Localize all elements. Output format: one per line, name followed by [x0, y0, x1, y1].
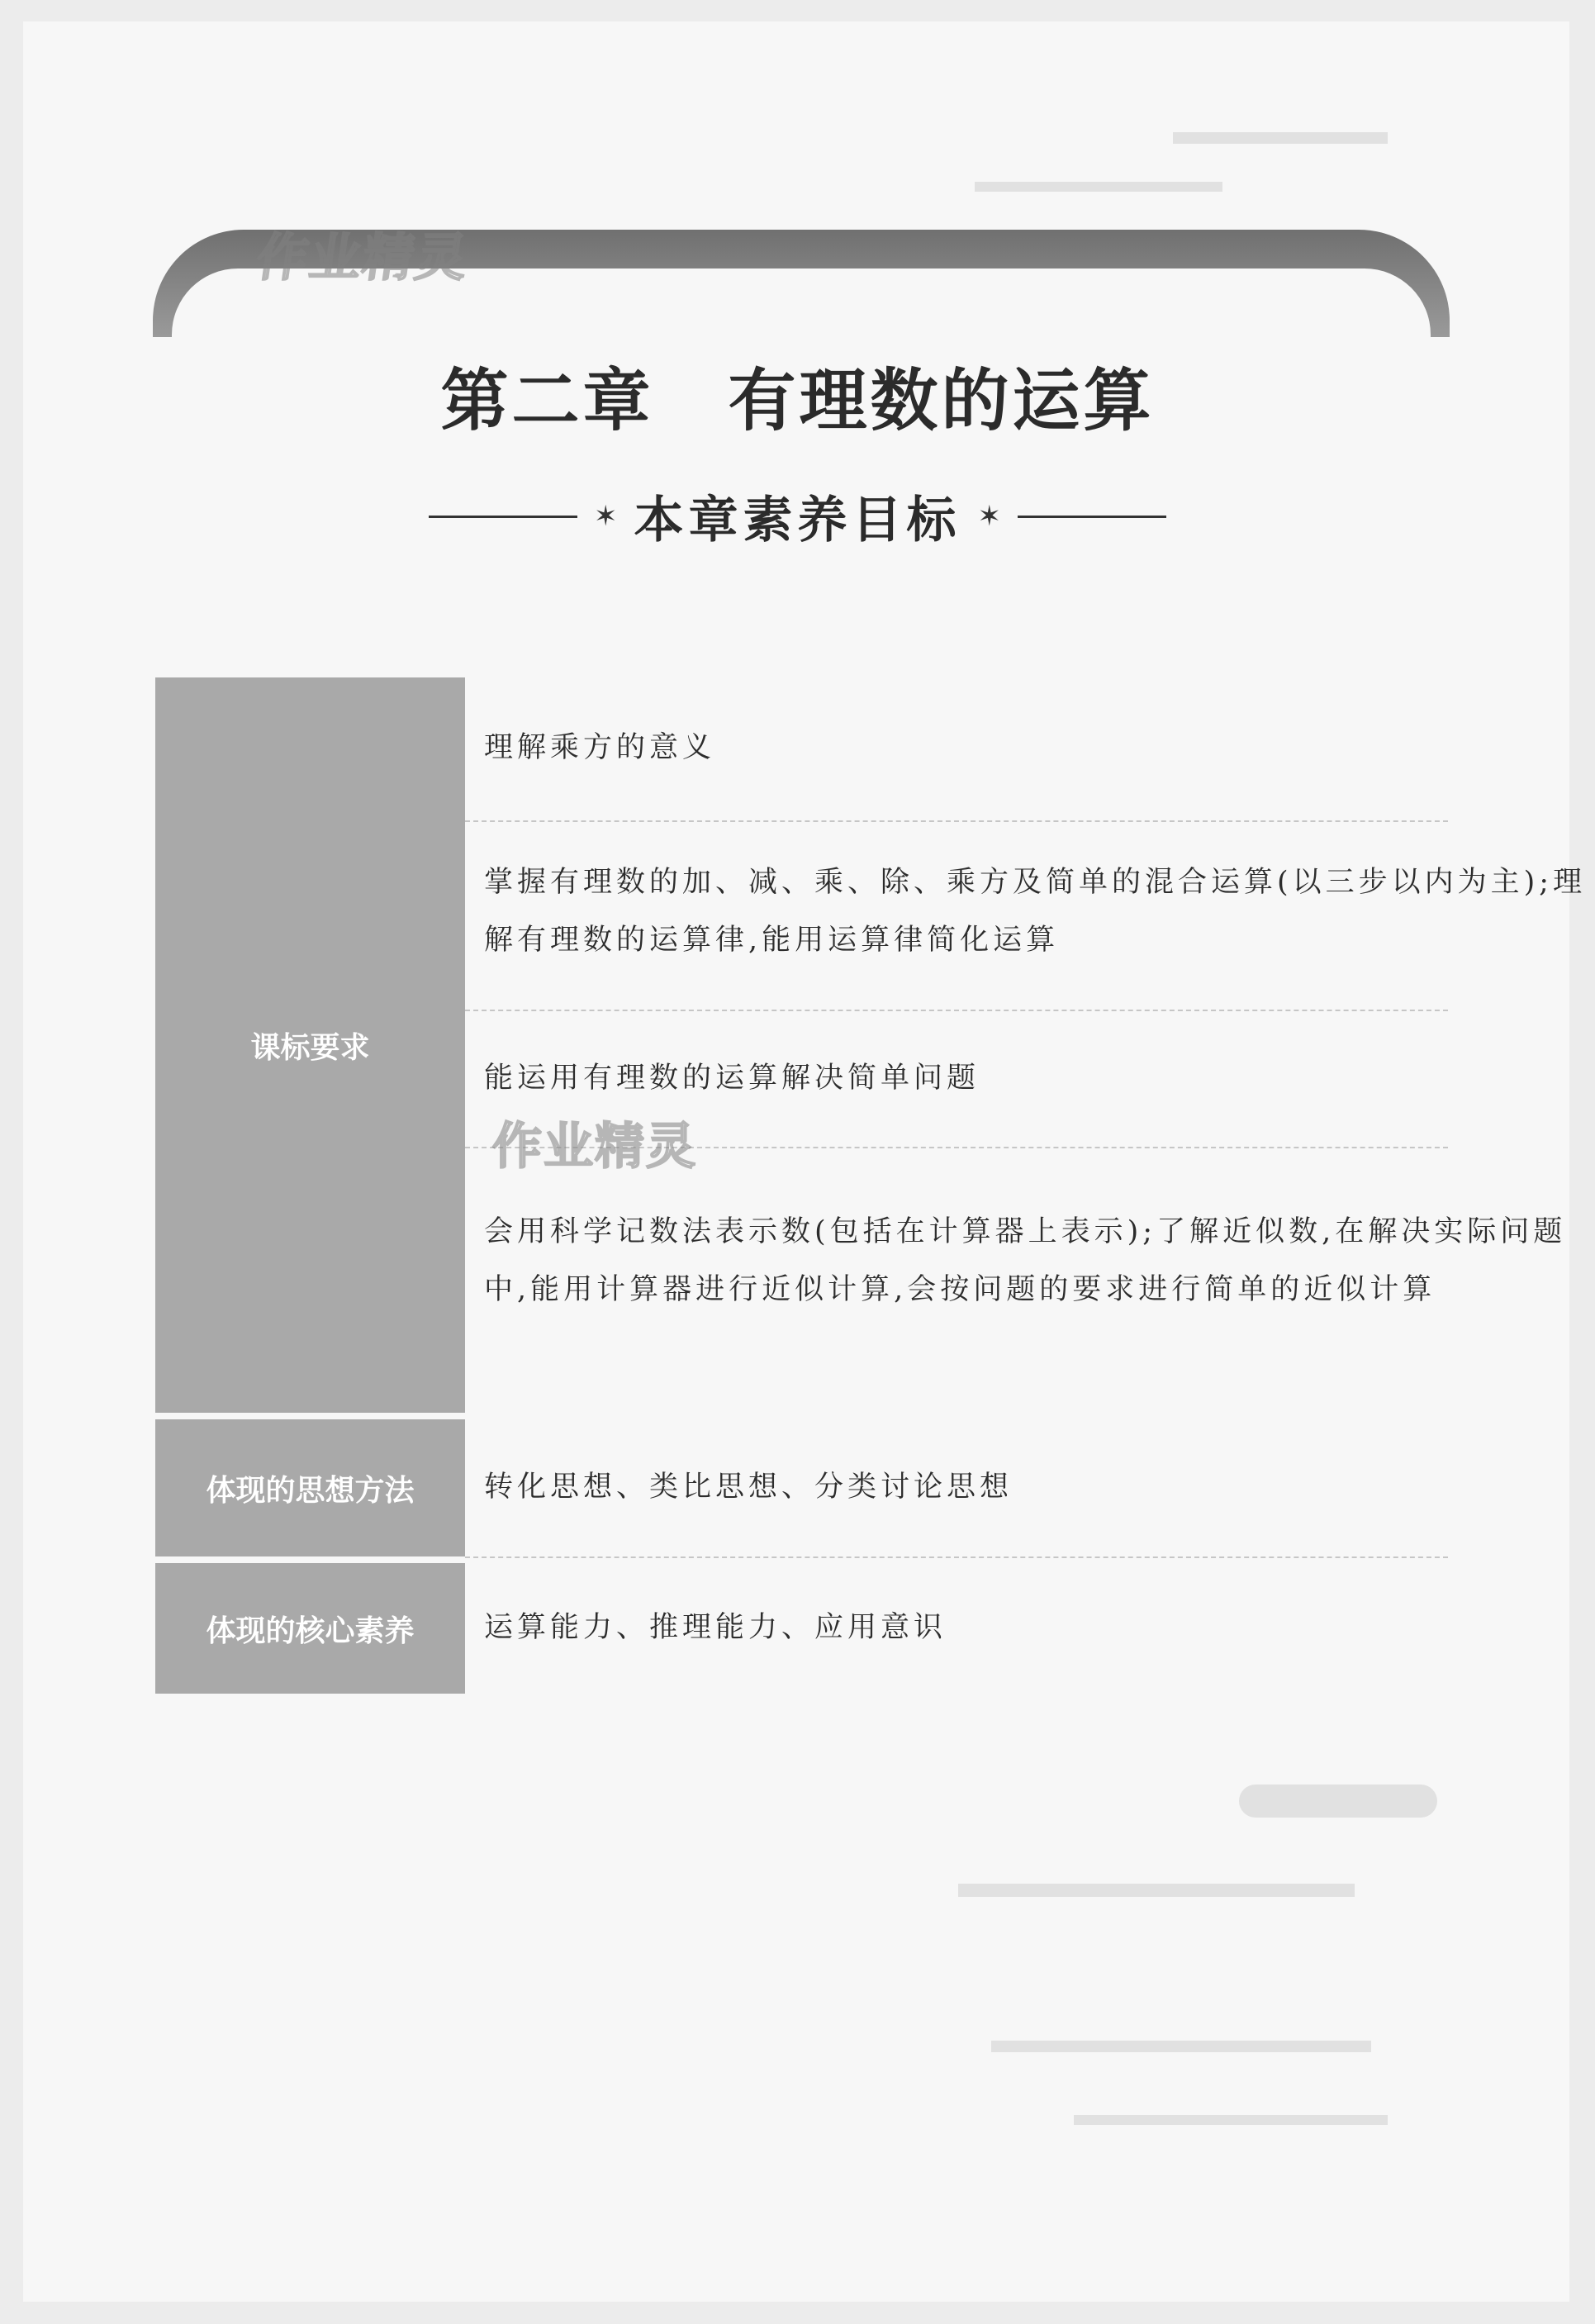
bleed-mark: [991, 2041, 1371, 2052]
heading-rule-left: [429, 516, 577, 518]
bleed-mark: [958, 1884, 1355, 1897]
curriculum-item: 理解乘方的意义: [484, 731, 716, 764]
watermark-middle: 作业精灵: [492, 1118, 697, 1176]
curriculum-label: 课标要求: [155, 677, 465, 1413]
bleed-mark: [975, 182, 1222, 192]
chapter-name: 有理数的运算: [728, 361, 1155, 440]
row-divider: [465, 1556, 1448, 1558]
section-heading-row: [0, 483, 1595, 549]
bleed-mark: [1074, 2115, 1388, 2125]
star-ornament-left: ✶: [594, 500, 618, 533]
row-divider: [465, 1010, 1448, 1011]
section-heading: 本章素养目标: [634, 492, 961, 549]
row-divider: [465, 820, 1448, 822]
core-literacy-text: 运算能力、推理能力、应用意识: [484, 1611, 947, 1644]
chapter-title: [0, 347, 1595, 444]
thinking-methods-label: 体现的思想方法: [155, 1419, 465, 1556]
bleed-mark: [1239, 1785, 1437, 1818]
thinking-methods-text: 转化思想、类比思想、分类讨论思想: [484, 1471, 1013, 1504]
star-ornament-right: ✶: [977, 500, 1001, 533]
chapter-number: 第二章: [440, 361, 654, 440]
curriculum-item: 能运用有理数的运算解决简单问题: [484, 1062, 980, 1095]
bleed-mark: [1173, 132, 1388, 144]
curriculum-item: 会用科学记数法表示数(包括在计算器上表示);了解近似数,在解决实际问题中,能用计算器进行近似计算,会按问题的要求进行简单的近似计算: [484, 1215, 1567, 1306]
curriculum-item: 掌握有理数的加、减、乘、除、乘方及简单的混合运算(以三步以内为主);理解有理数的运算律,能用运算律简化运算: [484, 866, 1587, 957]
watermark-top: 作业精灵: [253, 227, 473, 288]
heading-rule-right: [1018, 516, 1166, 518]
core-literacy-label: 体现的核心素养: [155, 1563, 465, 1694]
